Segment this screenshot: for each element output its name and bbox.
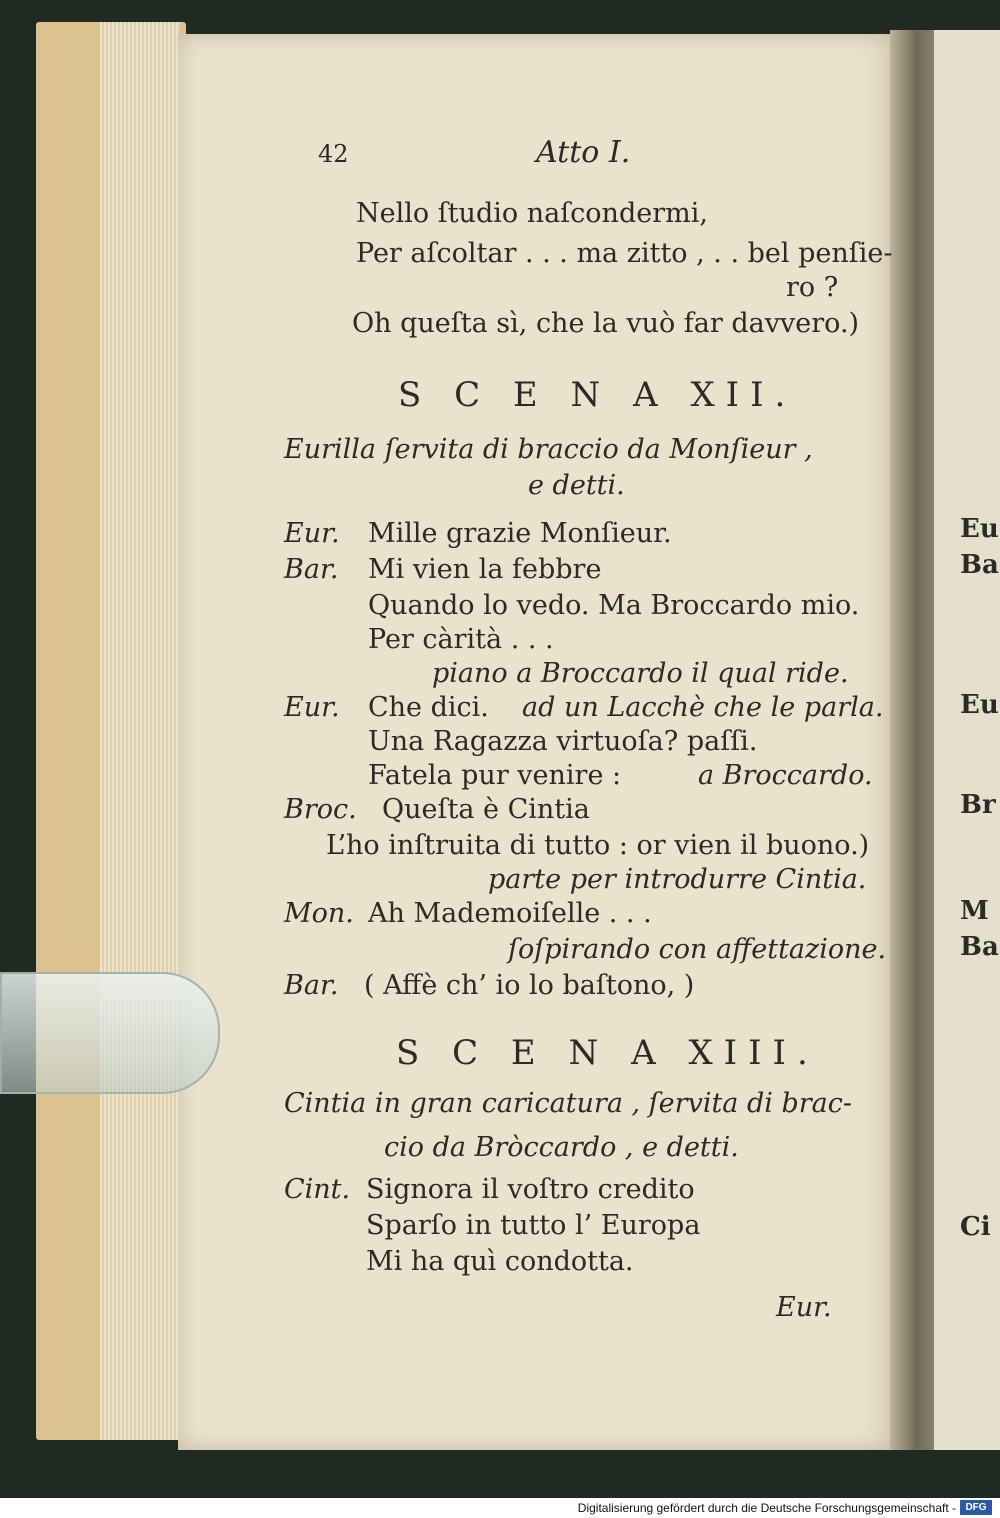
dialogue-line: Per càrità . . . [368,624,554,655]
next-page-glyph: Ba [960,932,999,962]
next-page-glyph: Ci [960,1212,991,1242]
running-title: Atto I. [536,135,631,170]
stage-direction: cio da Bròccardo , e detti. [384,1132,739,1163]
dialogue-line: Che dici. [368,692,489,723]
scene-heading: S C E N A XII. [398,375,797,415]
speaker-label: Broc. [284,794,357,825]
next-page-glyph: Br [960,790,996,820]
speaker-label: Eur. [284,518,340,549]
stage-direction: Eurilla ſervita di braccio da Monſieur , [284,434,813,465]
stage-direction: ſoſpirando con affettazione. [508,934,887,965]
page-number: 42 [318,140,349,168]
stage-direction: e detti. [528,470,625,501]
speaker-label: Mon. [284,898,354,929]
next-page-glyph: Eu [960,514,999,544]
speaker-label: Bar. [284,970,339,1001]
verse-line: Nello ſtudio naſcondermi, [356,198,708,229]
footer-credit: Digitalisierung gefördert durch die Deutsche Forschungsgemeinschaft - [577,1501,956,1515]
stage-direction: parte per introdurre Cintia. [488,864,867,895]
catchword: Eur. [776,1292,832,1323]
dialogue-line: Ah Mademoiſelle . . . [368,898,652,929]
verse-line: ro ? [786,272,839,303]
next-page-glyph: M [960,896,989,926]
dialogue-line: Fatela pur venire : [368,760,622,791]
speaker-label: Bar. [284,554,339,585]
stage-direction: Cintia in gran caricatura , ſervita di brac- [284,1088,853,1119]
book-spine [890,30,934,1450]
dialogue-line: Una Ragazza virtuoſa? paſſi. [368,726,758,757]
verse-line: Oh queſta sì, che la vuò far davvero.) [352,308,860,339]
dialogue-line: Mi vien la febbre [368,554,602,585]
stage-direction: piano a Broccardo il qual ride. [432,658,849,689]
verse-line: Per aſcoltar . . . ma zitto , . . bel penſie- [356,238,893,269]
speaker-label: Cint. [284,1174,351,1205]
stage-direction: ad un Lacchè che le parla. [522,692,884,723]
dialogue-line: ( Affè ch’ io lo baſtono, ) [364,970,695,1001]
next-page-glyph: Eu [960,690,999,720]
dialogue-line: L’ho inſtruita di tutto : or vien il buono.) [326,830,870,861]
dialogue-line: Mi ha quì condotta. [366,1246,634,1277]
dfg-logo: DFG [960,1500,992,1515]
dialogue-line: Mille grazie Monſieur. [368,518,672,549]
dialogue-line: Sparſo in tutto l’ Europa [366,1210,701,1241]
next-page-glyph: Ba [960,550,999,580]
speaker-label: Eur. [284,692,340,723]
stage-direction: a Broccardo. [698,760,873,791]
bookmark-clip [0,972,220,1094]
scene-heading: S C E N A XIII. [396,1033,819,1073]
dialogue-line: Queſta è Cintia [382,794,590,825]
dialogue-line: Quando lo vedo. Ma Broccardo mio. [368,590,860,621]
page-edges [100,22,180,1440]
footer-bar [0,1498,1000,1518]
dialogue-line: Signora il voſtro credito [366,1174,695,1205]
